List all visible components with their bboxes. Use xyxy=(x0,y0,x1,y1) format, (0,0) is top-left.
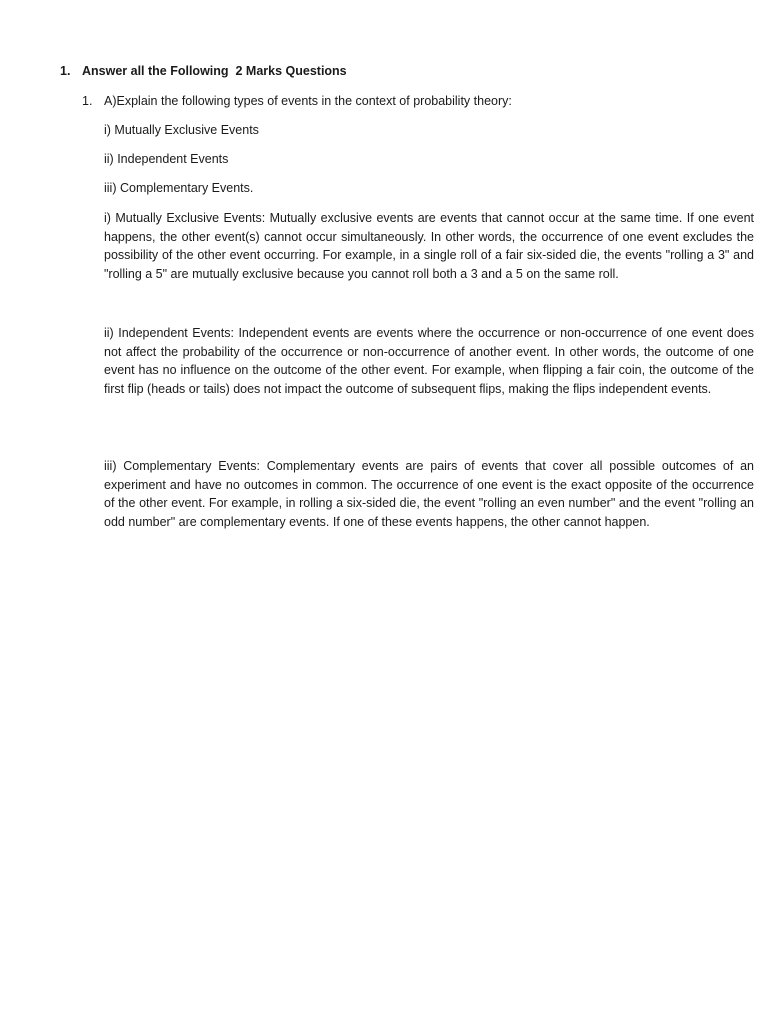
answer-independent: ii) Independent Events: Independent events are events where the occurrence or non-occurrence of one event does not affect the probability of the occurrence or non-occurrence of another event. In other words, the outcome of one event has no influence on the outcome of the other event. For example, when flipping a fair coin, the outcome of the first flip (heads or tails) does not impact the outcome of subsequent flips, making the flips independent events. xyxy=(104,326,754,397)
question-number: 1. xyxy=(82,94,93,108)
question-line xyxy=(82,94,512,108)
item-independent: ii) Independent Events xyxy=(104,152,229,166)
answer-complementary: iii) Complementary Events: Complementary events are pairs of events that cover all possible outcomes of an experiment and have no outcomes in common. The occurrence of one event is the exact opposite of the occurrence of the other event. For example, in rolling a six-sided die, the event "rolling an even number" and the event "rolling an odd number" are complementary events. If one of these events happens, the other cannot happen. xyxy=(104,459,754,530)
item-complementary: iii) Complementary Events. xyxy=(104,181,254,195)
answer-mutually-exclusive: i) Mutually Exclusive Events: Mutually exclusive events are events that cannot occur at the same time. If one event happens, the other event(s) cannot occur simultaneously. In other words, the occurrence of one event excludes the possibility of the other event occurring. For example, in a single roll of a fair six-sided die, the events "rolling a 3" and "rolling a 5" are mutually exclusive because you cannot roll both a 3 and a 5 on the same roll. xyxy=(104,211,754,282)
question-prompt: A)Explain the following types of events in the context of probability theory: xyxy=(104,94,512,108)
section-number: 1. xyxy=(60,64,71,78)
section-heading xyxy=(60,64,347,78)
section-title: Answer all the Following 2 Marks Questions xyxy=(82,64,347,78)
item-mutually-exclusive: i) Mutually Exclusive Events xyxy=(104,123,259,137)
